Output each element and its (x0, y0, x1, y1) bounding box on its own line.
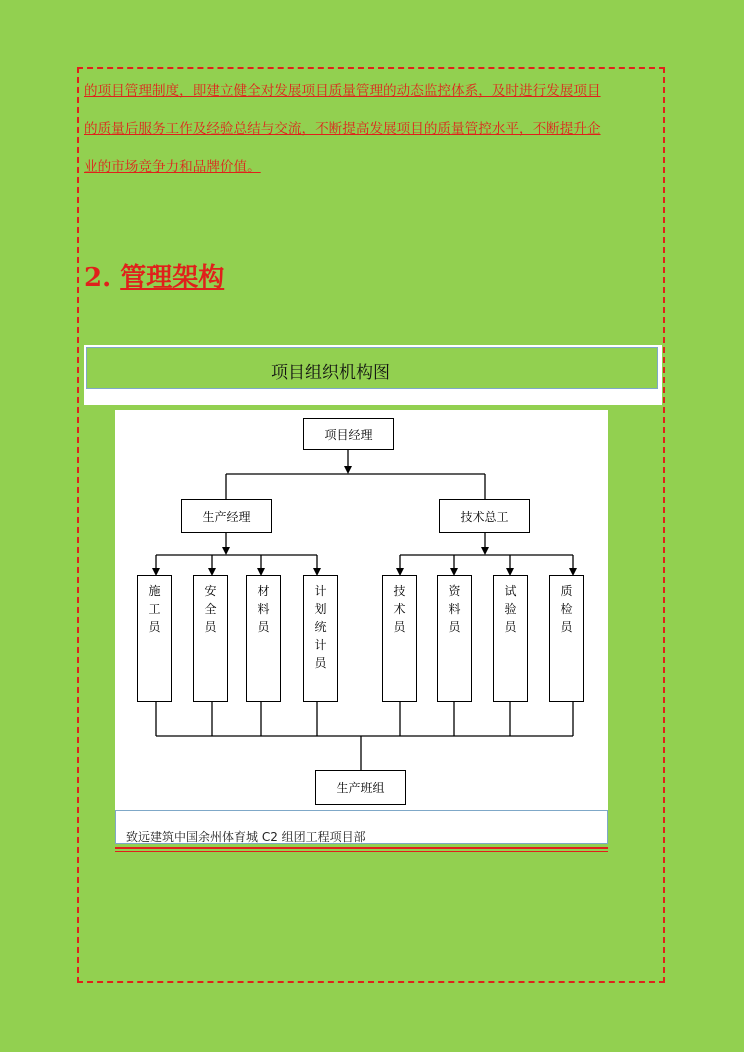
node-production-manager: 生产经理 (181, 499, 272, 533)
node-quality-inspector: 质检员 (549, 575, 584, 702)
section-number: 2. (84, 263, 112, 293)
node-materials-staff: 材料员 (246, 575, 281, 702)
node-planning-staff: 计划统计员 (303, 575, 338, 702)
org-chart (115, 410, 608, 810)
node-documentation-staff: 资料员 (437, 575, 472, 702)
project-department-label: 致远建筑中国余州体育城 C2 组团工程项目部 (126, 830, 366, 844)
paragraph-line: 的质量后服务工作及经验总结与交流，不断提高发展项目的质量管控水平，不断提升企 (84, 121, 601, 137)
footer-divider (115, 851, 608, 852)
org-chart-title: 项目组织机构图 (271, 363, 390, 383)
node-chief-engineer: 技术总工 (439, 499, 530, 533)
node-safety-staff: 安全员 (193, 575, 228, 702)
node-construction-staff: 施工员 (137, 575, 172, 702)
node-testing-staff: 试验员 (493, 575, 528, 702)
paragraph-line: 业的市场竞争力和品牌价值。 (84, 159, 261, 175)
section-title: 管理架构 (120, 263, 225, 293)
node-project-manager: 项目经理 (303, 418, 394, 450)
paragraph-line: 的项目管理制度，即建立健全对发展项目质量管理的动态监控体系，及时进行发展项目 (84, 83, 601, 99)
org-chart-connectors (115, 410, 608, 810)
org-chart-title-box (84, 345, 662, 405)
org-chart-footer (115, 810, 608, 844)
section-heading (84, 258, 224, 298)
body-paragraph (84, 72, 660, 186)
node-production-team: 生产班组 (315, 770, 406, 805)
footer-divider (115, 847, 608, 849)
node-technician: 技术员 (382, 575, 417, 702)
